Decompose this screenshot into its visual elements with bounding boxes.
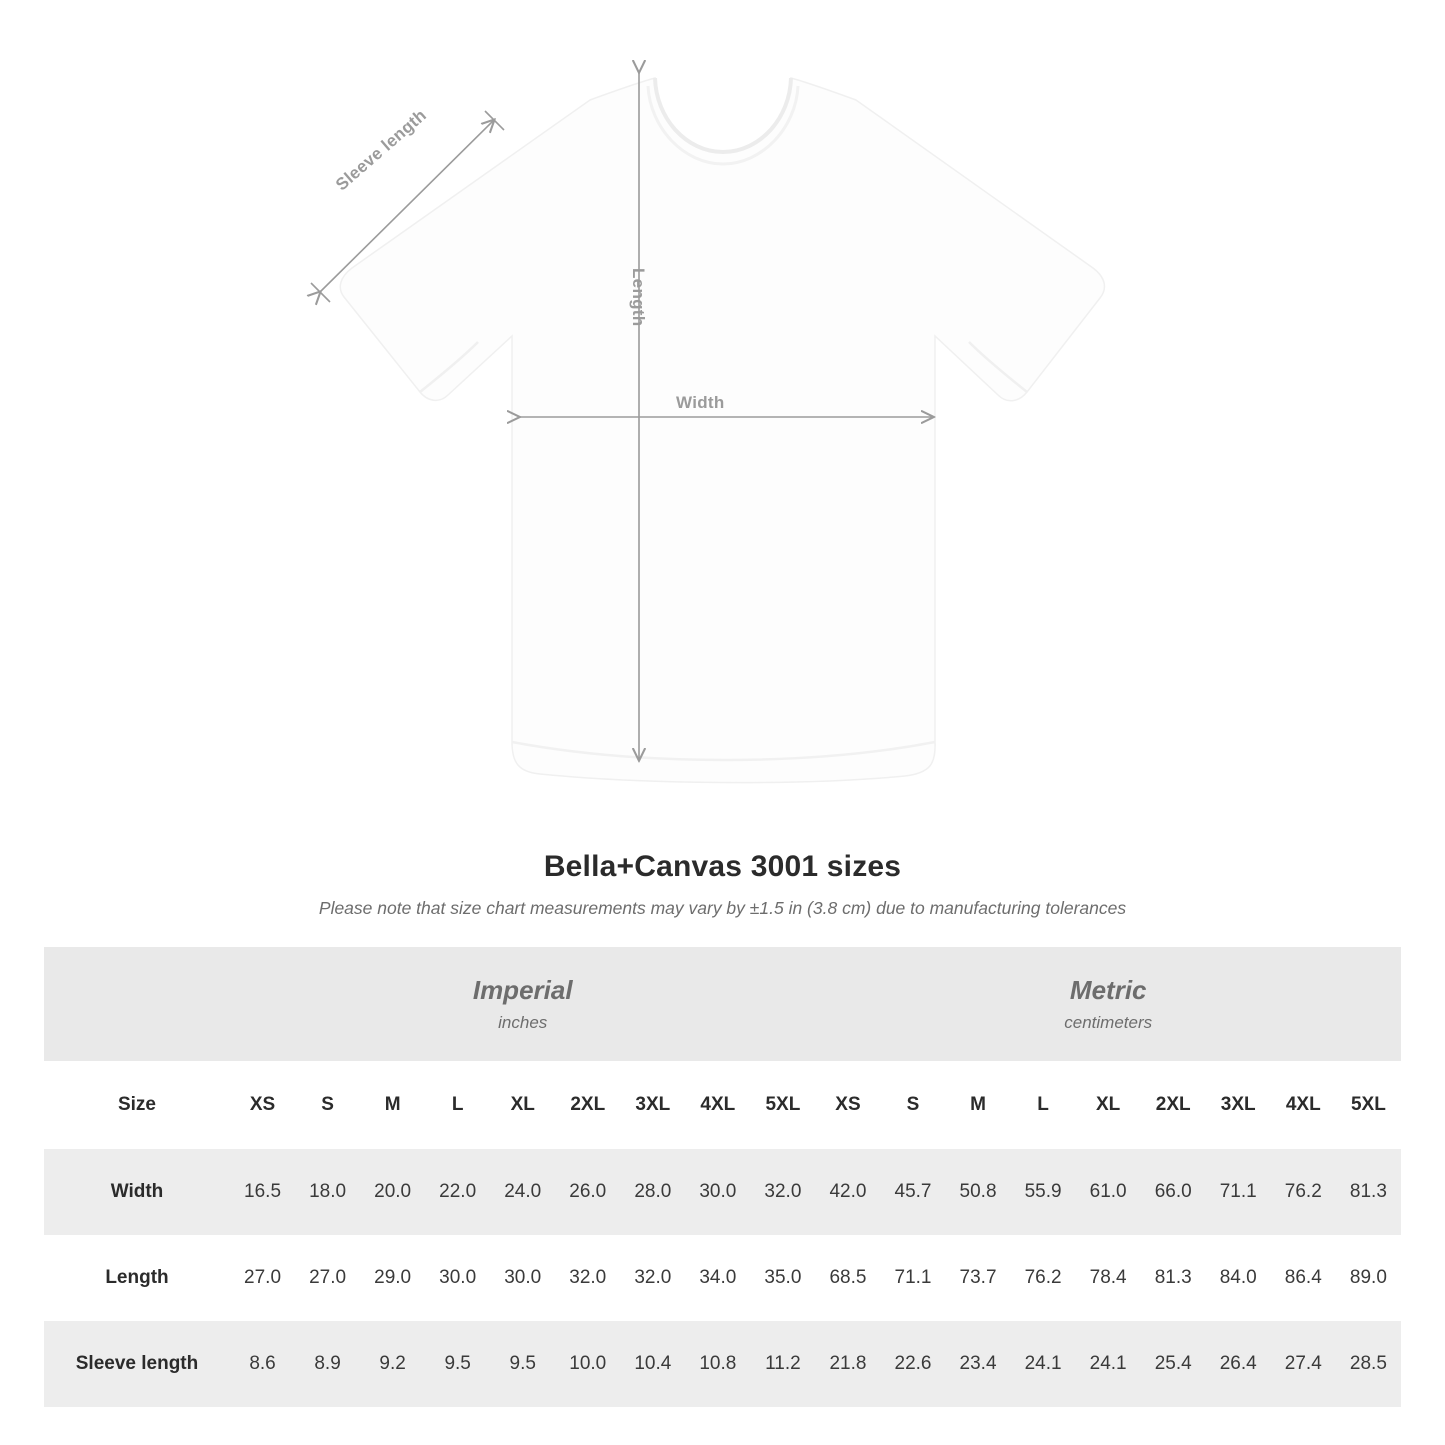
measurement-cell: 81.3 [1141,1235,1206,1321]
measurement-cell: 23.4 [946,1321,1011,1407]
size-column-header: 2XL [555,1061,620,1149]
measurement-cell: 50.8 [946,1149,1011,1235]
size-table-wrap [44,947,1401,1407]
measurement-cell: 73.7 [946,1235,1011,1321]
measurement-cell: 10.0 [555,1321,620,1407]
measurement-row-label: Sleeve length [44,1321,230,1407]
measurement-cell: 30.0 [685,1149,750,1235]
measurement-cell: 84.0 [1206,1235,1271,1321]
measurement-cell: 8.6 [230,1321,295,1407]
table-row [44,1235,1401,1321]
unit-group-subtitle: inches [498,1012,548,1032]
measurement-cell: 35.0 [750,1235,815,1321]
size-column-header: 4XL [1271,1061,1336,1149]
size-column-header: S [295,1061,360,1149]
unit-group-title: Metric [1069,975,1147,1006]
measurement-cell: 76.2 [1011,1235,1076,1321]
chart-title: Bella+Canvas 3001 sizes [543,850,902,883]
measurement-cell: 20.0 [360,1149,425,1235]
measurement-cell: 27.0 [295,1235,360,1321]
unit-group-imperial [230,947,815,1061]
measurement-cell: 81.3 [1336,1149,1401,1235]
table-row [44,1321,1401,1407]
size-column-header: XL [490,1061,555,1149]
measurement-cell: 34.0 [685,1235,750,1321]
measurement-cell: 27.0 [230,1235,295,1321]
length-label: Length [629,268,648,327]
measurement-row-label: Length [44,1235,230,1321]
measurement-cell: 78.4 [1076,1235,1141,1321]
measurement-cell: 32.0 [555,1235,620,1321]
measurement-cell: 18.0 [295,1149,360,1235]
measurement-cell: 9.5 [425,1321,490,1407]
measurement-cell: 9.5 [490,1321,555,1407]
size-column-header: XL [1076,1061,1141,1149]
measurement-cell: 26.4 [1206,1321,1271,1407]
size-row-header: Size [44,1061,230,1149]
measurement-cell: 42.0 [815,1149,880,1235]
measurement-cell: 71.1 [1206,1149,1271,1235]
size-column-header: XS [230,1061,295,1149]
size-column-header: L [1011,1061,1076,1149]
measurement-cell: 30.0 [425,1235,490,1321]
measurement-cell: 22.6 [880,1321,945,1407]
measurement-cell: 26.0 [555,1149,620,1235]
measurement-cell: 9.2 [360,1321,425,1407]
measurement-cell: 22.0 [425,1149,490,1235]
measurement-cell: 28.5 [1336,1321,1401,1407]
size-column-header: 5XL [750,1061,815,1149]
unit-group-metric [815,947,1401,1061]
measurement-cell: 11.2 [750,1321,815,1407]
measurement-cell: 86.4 [1271,1235,1336,1321]
size-column-header: XS [815,1061,880,1149]
size-column-header: 4XL [685,1061,750,1149]
measurement-cell: 25.4 [1141,1321,1206,1407]
measurement-cell: 76.2 [1271,1149,1336,1235]
size-column-header: 3XL [1206,1061,1271,1149]
measurement-cell: 32.0 [620,1235,685,1321]
measurement-cell: 8.9 [295,1321,360,1407]
size-column-header: 2XL [1141,1061,1206,1149]
size-column-header: L [425,1061,490,1149]
measurement-cell: 27.4 [1271,1321,1336,1407]
measurement-cell: 29.0 [360,1235,425,1321]
measurement-cell: 24.1 [1011,1321,1076,1407]
measurement-cell: 10.4 [620,1321,685,1407]
measurement-cell: 89.0 [1336,1235,1401,1321]
size-column-header: 5XL [1336,1061,1401,1149]
measurement-cell: 28.0 [620,1149,685,1235]
measurement-cell: 16.5 [230,1149,295,1235]
unit-group-subtitle: centimeters [1064,1012,1153,1032]
measurement-cell: 68.5 [815,1235,880,1321]
size-column-header: M [360,1061,425,1149]
measurement-cell: 61.0 [1076,1149,1141,1235]
size-column-header: 3XL [620,1061,685,1149]
measurement-cell: 66.0 [1141,1149,1206,1235]
unit-header-row [44,947,1401,1061]
measurement-cell: 45.7 [880,1149,945,1235]
size-header-row [44,1061,1401,1149]
measurement-cell: 24.1 [1076,1321,1141,1407]
measurement-cell: 24.0 [490,1149,555,1235]
measurement-cell: 32.0 [750,1149,815,1235]
measurement-cell: 10.8 [685,1321,750,1407]
sleeve-length-label: Sleeve length [332,105,431,195]
measurement-row-label: Width [44,1149,230,1235]
measurement-cell: 55.9 [1011,1149,1076,1235]
size-column-header: M [946,1061,1011,1149]
table-row [44,1149,1401,1235]
unit-group-title: Imperial [472,975,573,1006]
measurement-cell: 21.8 [815,1321,880,1407]
measurement-cell: 30.0 [490,1235,555,1321]
size-table [44,947,1401,1407]
width-label: Width [676,393,725,412]
measurement-cell: 71.1 [880,1235,945,1321]
chart-note: Please note that size chart measurements may vary by ±1.5 in (3.8 cm) due to manufacturing tolerances [318,898,1127,918]
unit-header-corner [44,947,230,1061]
size-column-header: S [880,1061,945,1149]
